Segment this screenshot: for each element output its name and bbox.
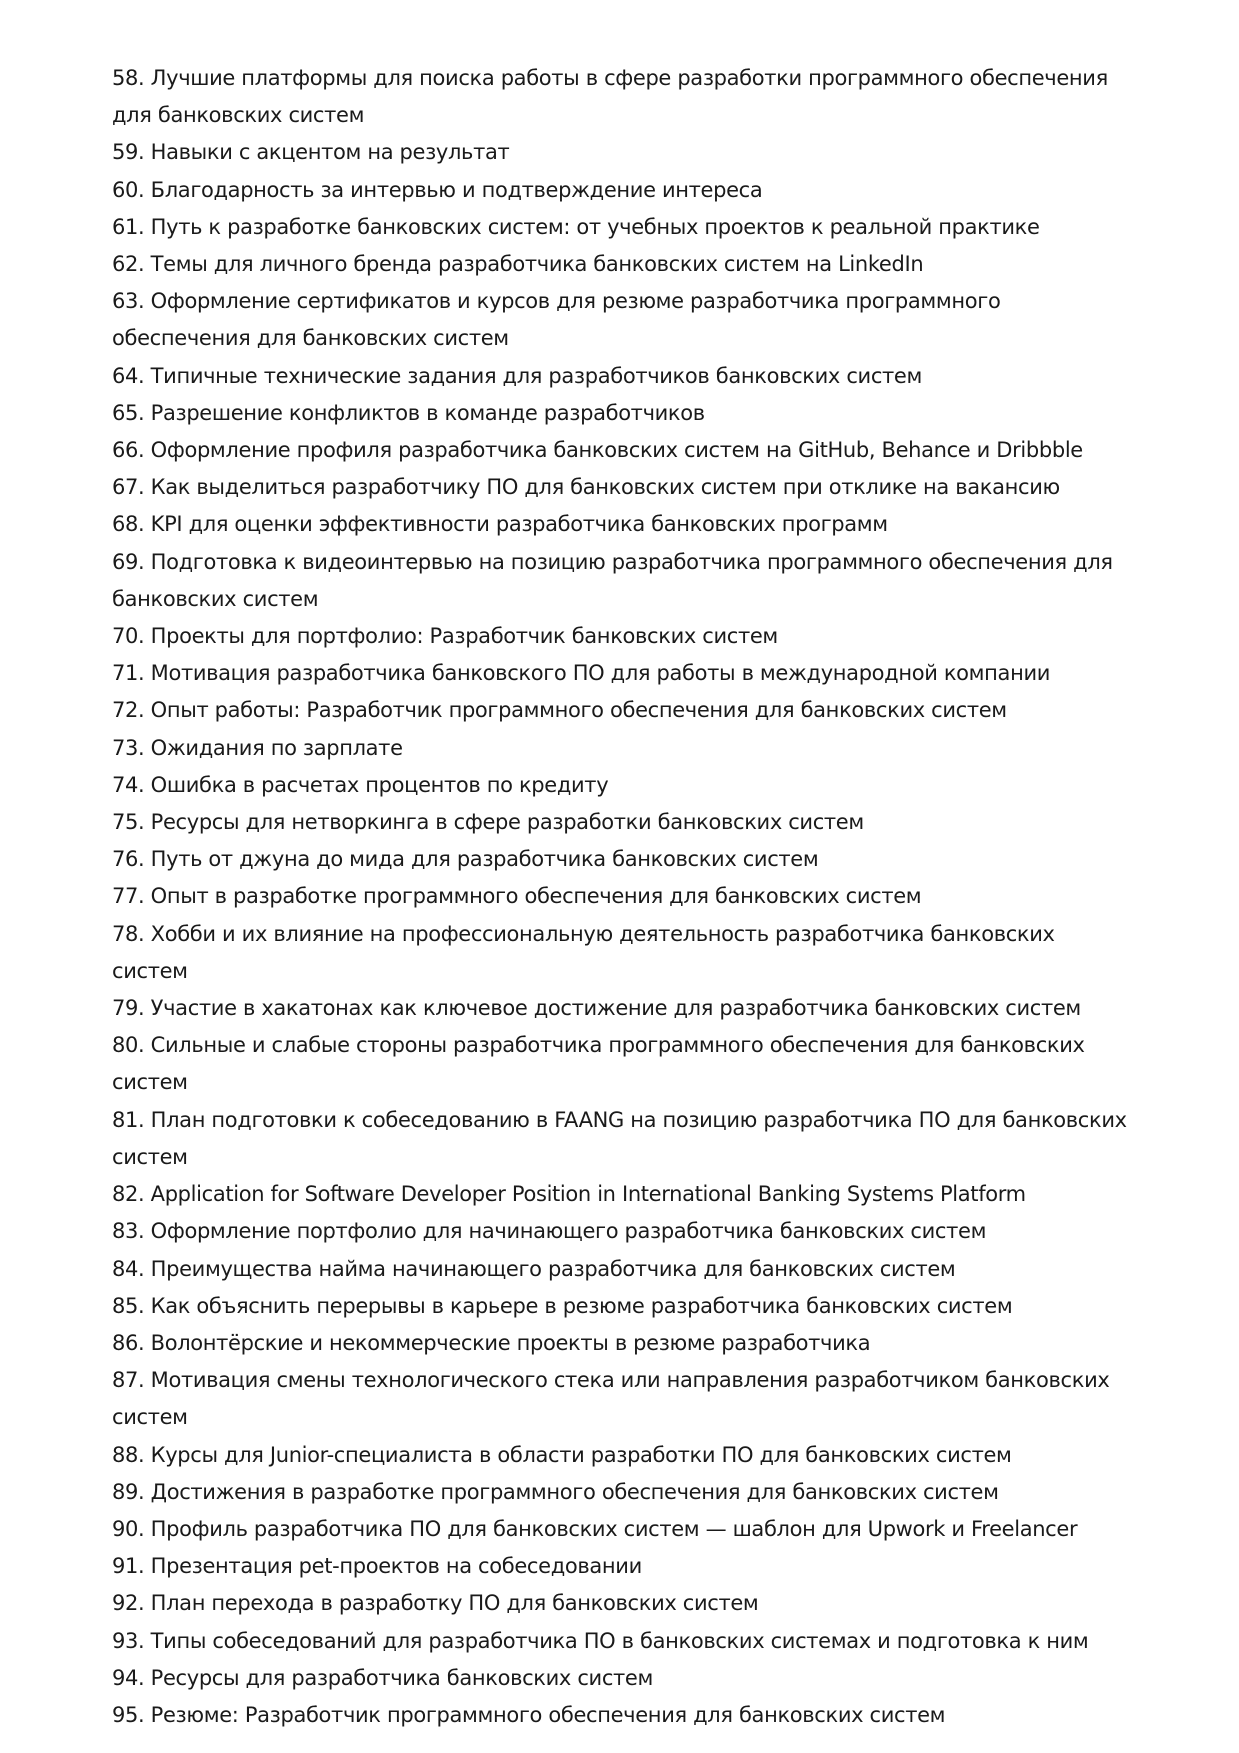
list-item: 77. Опыт в разработке программного обеспечения для банковских систем xyxy=(112,884,922,909)
list-item: 74. Ошибка в расчетах процентов по кредиту xyxy=(112,772,609,797)
list-item: 94. Ресурсы для разработчика банковских систем xyxy=(112,1665,653,1690)
list-item: 68. KPI для оценки эффективности разработчика банковских программ xyxy=(112,512,888,537)
list-item: 81. План подготовки к собеседованию в FAANG на позицию разработчика ПО для банковских систем xyxy=(112,1107,1127,1169)
list-item: 73. Ожидания по зарплате xyxy=(112,735,403,760)
list-item: 70. Проекты для портфолио: Разработчик банковских систем xyxy=(112,624,778,649)
topic-list xyxy=(112,60,1132,1734)
list-item: 95. Резюме: Разработчик программного обеспечения для банковских систем xyxy=(112,1702,946,1727)
list-item: 82. Application for Software Developer Position in International Banking Systems Platform xyxy=(112,1182,1026,1207)
list-item: 85. Как объяснить перерывы в карьере в резюме разработчика банковских систем xyxy=(112,1293,1013,1318)
list-item: 62. Темы для личного бренда разработчика банковских систем на LinkedIn xyxy=(112,252,924,277)
list-item: 91. Презентация pet-проектов на собеседовании xyxy=(112,1554,642,1579)
list-item: 59. Навыки с акцентом на результат xyxy=(112,140,510,165)
list-item: 64. Типичные технические задания для разработчиков банковских систем xyxy=(112,363,922,388)
list-item: 90. Профиль разработчика ПО для банковских систем — шаблон для Upwork и Freelancer xyxy=(112,1516,1078,1541)
list-item: 69. Подготовка к видеоинтервью на позицию разработчика программного обеспечения для банковских систем xyxy=(112,549,1113,611)
list-item: 79. Участие в хакатонах как ключевое достижение для разработчика банковских систем xyxy=(112,996,1081,1021)
list-item: 67. Как выделиться разработчику ПО для банковских систем при отклике на вакансию xyxy=(112,475,1060,500)
list-item: 61. Путь к разработке банковских систем: от учебных проектов к реальной практике xyxy=(112,214,1040,239)
list-item: 88. Курсы для Junior-специалиста в области разработки ПО для банковских систем xyxy=(112,1442,1012,1467)
list-item: 89. Достижения в разработке программного обеспечения для банковских систем xyxy=(112,1479,999,1504)
list-item: 60. Благодарность за интервью и подтверждение интереса xyxy=(112,177,763,202)
list-item: 92. План перехода в разработку ПО для банковских систем xyxy=(112,1591,759,1616)
list-item: 93. Типы собеседований для разработчика ПО в банковских системах и подготовка к ним xyxy=(112,1628,1089,1653)
list-item: 72. Опыт работы: Разработчик программного обеспечения для банковских систем xyxy=(112,698,1007,723)
list-item: 76. Путь от джуна до мида для разработчика банковских систем xyxy=(112,847,819,872)
list-item: 87. Мотивация смены технологического стека или направления разработчиком банковских систем xyxy=(112,1368,1110,1430)
list-item: 66. Оформление профиля разработчика банковских систем на GitHub, Behance и Dribbble xyxy=(112,438,1083,463)
list-item: 65. Разрешение конфликтов в команде разработчиков xyxy=(112,400,705,425)
list-item: 80. Сильные и слабые стороны разработчика программного обеспечения для банковских систем xyxy=(112,1033,1085,1095)
list-item: 75. Ресурсы для нетворкинга в сфере разработки банковских систем xyxy=(112,810,864,835)
list-item: 71. Мотивация разработчика банковского ПО для работы в международной компании xyxy=(112,661,1051,686)
list-item: 83. Оформление портфолио для начинающего разработчика банковских систем xyxy=(112,1219,987,1244)
list-item: 78. Хобби и их влияние на профессиональную деятельность разработчика банковских систем xyxy=(112,921,1055,983)
list-item: 84. Преимущества найма начинающего разработчика для банковских систем xyxy=(112,1256,956,1281)
list-item: 58. Лучшие платформы для поиска работы в сфере разработки программного обеспечения для банковских систем xyxy=(112,66,1108,128)
list-item: 86. Волонтёрские и некоммерческие проекты в резюме разработчика xyxy=(112,1330,871,1355)
list-item: 63. Оформление сертификатов и курсов для резюме разработчика программного обеспечения для банковских систем xyxy=(112,289,1001,351)
